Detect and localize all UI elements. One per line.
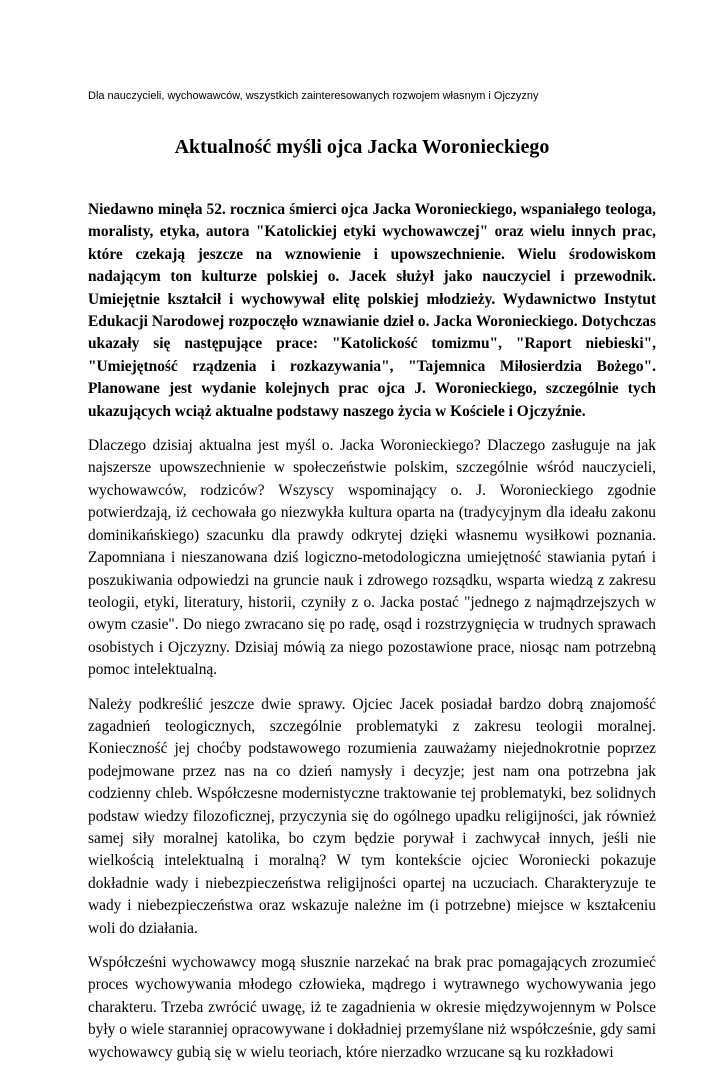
document-body	[88, 199, 656, 1076]
document-header: Dla nauczycieli, wychowawców, wszystkich zainteresowanych rozwojem własnym i Ojczyzny	[88, 90, 539, 102]
lead-paragraph: Niedawno minęła 52. rocznica śmierci ojca Jacka Woronieckiego, wspaniałego teologa, moralisty, etyka, autora "Katolickiej etyki wychowawczej" oraz wielu innych prac, które czekają jeszcze na wznowienie i upowszechnienie. Wielu środowiskom nadającym ton kulturze polskiej o. Jacek służył jako nauczyciel i przewodnik. Umiejętnie kształcił i wychowywał elitę polskiej młodzieży. Wydawnictwo Instytut Edukacji Narodowej rozpoczęło wznawianie dzieł o. Jacka Woronieckiego. Dotychczas ukazały się następujące prace: "Katolickość tomizmu", "Raport niebieski", "Umiejętność rządzenia i rozkazywania", "Tajemnica Miłosierdzia Bożego". Planowane jest wydanie kolejnych prac ojca J. Woronieckiego, szczególnie tych ukazujących wciąż aktualne podstawy naszego życia w Kościele i Ojczyźnie.	[88, 201, 656, 420]
body-paragraph-2: Należy podkreślić jeszcze dwie sprawy. Ojciec Jacek posiadał bardzo dobrą znajomość zagadnień teologicznych, szczególnie problematyki z zakresu teologii moralnej. Konieczność jej choćby podstawowego rozumienia zauważamy niejednokrotnie poprzez podejmowane przez nas na co dzień namysły i decyzje; jest nam ona potrzebna jak codzienny chleb. Współczesne modernistyczne traktowanie tej problematyki, bez solidnych podstaw wiedzy filozoficznej, przyczynia się do ogólnego upadku religijności, jak również samej siły moralnej katolika, bo czym będzie porywał i zachwycał innych, jeśli nie wielkością intelektualną i moralną? W tym kontekście ojciec Woroniecki pokazuje dokładnie wady i niebezpieczeństwa religijności opartej na uczuciach. Charakteryzuje te wady i niebezpieczeństwa oraz wskazuje należne im (i potrzebne) miejsce w kształceniu woli do działania.	[88, 695, 656, 937]
body-paragraph-1: Dlaczego dzisiaj aktualna jest myśl o. Jacka Woronieckiego? Dlaczego zasługuje na jak najszersze upowszechnienie w społeczeństwie polskim, szczególnie wśród nauczycieli, wychowawców, rodziców? Wszyscy wspominający o. J. Woronieckiego zgodnie potwierdzają, iż cechowała go niezwykła kultura oparta na (tradycyjnym dla ideału zakonu dominikańskiego) szacunku dla prawdy odkrytej dzięki własnemu wysiłkowi poznania. Zapomniana i nieszanowana dziś logiczno-metodologiczna umiejętność stawiania pytań i poszukiwania odpowiedzi na gruncie nauk i zdrowego rozsądku, wsparta wiedzą z zakresu teologii, etyki, literatury, historii, czyniły z o. Jacka postać "jednego z najmądrzejszych w owym czasie". Do niego zwracano się po radę, osąd i rozstrzygnięcia w trudnych sprawach osobistych i Ojczyzny. Dzisiaj mówią za niego pozostawione prace, niosąc nam potrzebną pomoc intelektualną.	[88, 437, 656, 679]
document-title: Aktualność myśli ojca Jacka Woronieckiego	[174, 136, 550, 158]
body-paragraph-3: Współcześni wychowawcy mogą słusznie narzekać na brak prac pomagających zrozumieć proces wychowywania młodego człowieka, mądrego i wytrawnego wychowywania jego charakteru. Trzeba zwrócić uwagę, iż te zagadnienia w okresie międzywojennym w Polsce były o wiele staranniej opracowywane i dokładniej przemyślane niż współcześnie, gdy sami wychowawcy gubią się w wielu teoriach, które nierzadko wrzucane są ku rozkładowi	[88, 954, 656, 1061]
